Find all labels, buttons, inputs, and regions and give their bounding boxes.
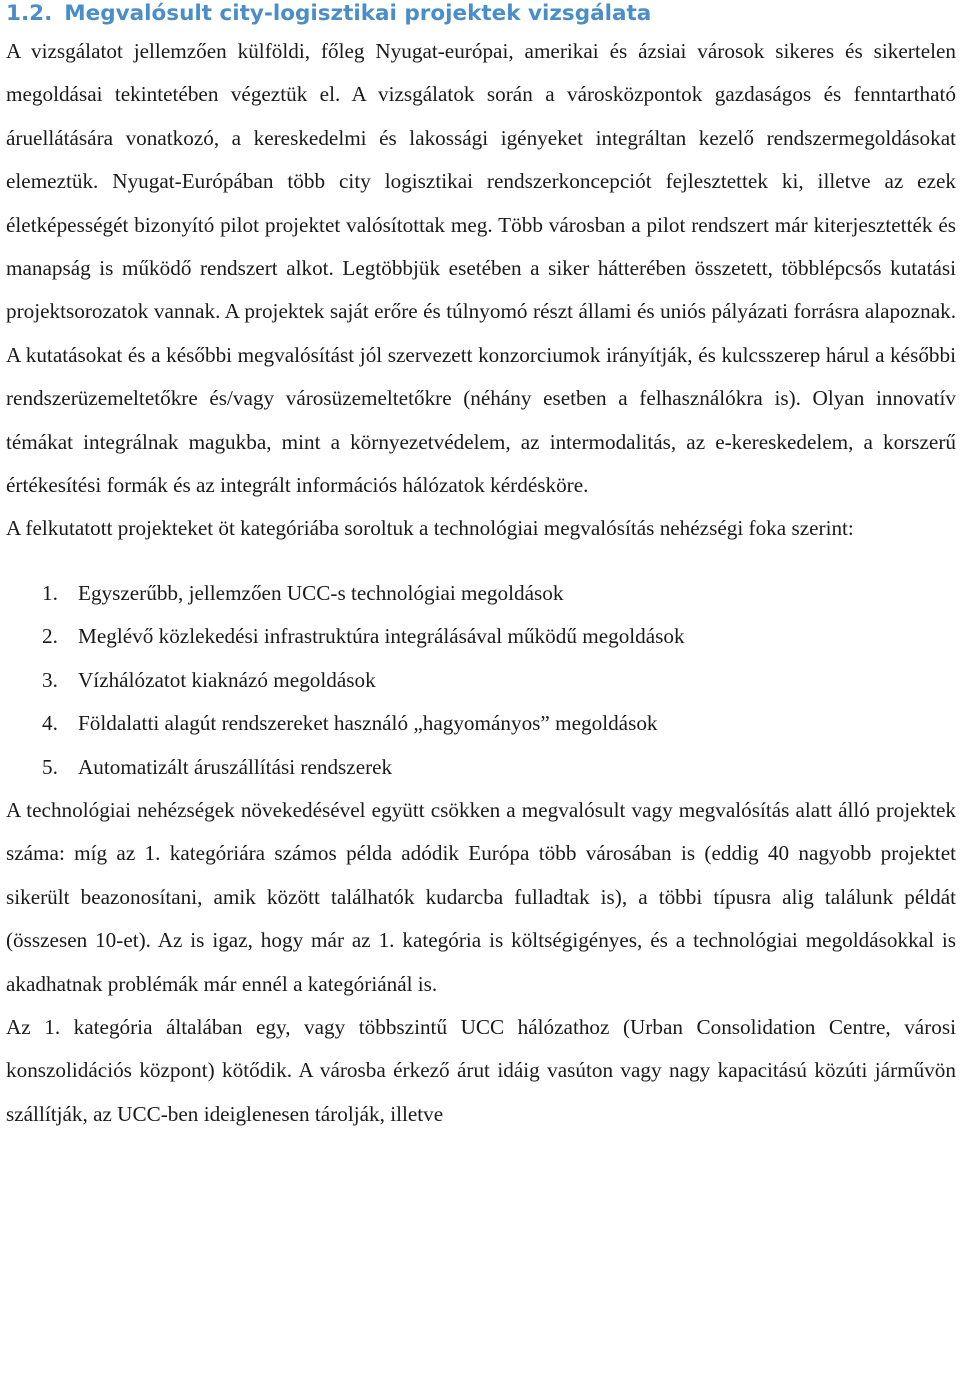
paragraph-difficulty: A technológiai nehézségek növekedésével együtt csökken a megvalósult vagy megvalósítás alatt álló projektek száma: míg az 1. kategóriára számos példa adódik Európa több városában is (eddig 40 nagyobb projektet sikerült beazonosítani, amik között találhatók kudarcba fulladtak is), a többi típusra alig találunk példát (összesen 10-et). Az is igaz, hogy már az 1. kategória is költségigényes, és a technológiai megoldásokkal is akadhatnak problémák már ennél a kategóriánál is. xyxy=(6,797,956,996)
list-item-number: 3. xyxy=(42,667,58,692)
section-title: Megvalósult city-logisztikai projektek vizsgálata xyxy=(64,1,652,26)
list-item-label: Vízhálózatot kiaknázó megoldások xyxy=(78,667,376,692)
section-heading xyxy=(6,0,956,30)
list-item-number: 5. xyxy=(42,754,58,779)
list-item-number: 1. xyxy=(42,580,58,605)
list-item-label: Automatizált áruszállítási rendszerek xyxy=(78,754,393,779)
paragraph-intro: A vizsgálatot jellemzően külföldi, főleg Nyugat-európai, amerikai és ázsiai városok sikeres és sikertelen megoldásai tekintetében végeztük el. A vizsgálatok során a városközpontok gazdaságos és fenntartható áruellátására vonatkozó, a kereskedelmi és lakossági igényeket integráltan kezelő rendszermegoldásokat elemeztük. Nyugat-Európában több city logisztikai rendszerkoncepciót fejlesztettek ki, illetve az ezek életképességét bizonyító pilot projektet valósítottak meg. Több városban a pilot rendszert már kiterjesztették és manapság is működő rendszert alkot. Legtöbbjük esetében a siker hátterében összetett, többlépcsős kutatási projektsorozatok vannak. A projektek saját erőre és túlnyomó részt állami és uniós pályázati forrásra alapoznak. A kutatásokat és a későbbi megvalósítást jól szervezett konzorciumok irányítják, és kulcsszerep hárul a későbbi rendszerüzemeltetőkre és/vagy városüzemeltetőkre (néhány esetben a felhasználókra is). Olyan innovatív témákat integrálnak magukba, mint a környezetvédelem, az intermodalitás, az e-kereskedelem, a korszerű értékesítési formák és az integrált információs hálózatok kérdésköre. xyxy=(6,39,956,498)
list-item-label: Földalatti alagút rendszereket használó „hagyományos” megoldások xyxy=(78,711,658,736)
paragraph-category-one: Az 1. kategória általában egy, vagy többszintű UCC hálózathoz (Urban Consolidation Centre, városi konszolidációs központ) kötődik. A városba érkező árut idáig vasúton vagy nagy kapacitású közúti járművön szállítják, az UCC-ben ideiglenesen tárolják, illetve xyxy=(6,1014,956,1126)
list-item-number: 2. xyxy=(42,624,58,649)
list-item-number: 4. xyxy=(42,711,58,736)
section-number: 1.2. xyxy=(6,1,53,26)
list-item-label: Meglévő közlekedési infrastruktúra integrálásával működű megoldások xyxy=(78,624,685,649)
document-page xyxy=(6,0,956,1136)
list-item-label: Egyszerűbb, jellemzően UCC-s technológiai megoldások xyxy=(78,580,564,605)
list-item xyxy=(6,659,956,702)
category-list xyxy=(6,572,956,789)
paragraph-categories-intro: A felkutatott projekteket öt kategóriába soroltuk a technológiai megvalósítás nehézségi foka szerint: xyxy=(6,516,854,541)
list-item xyxy=(6,572,956,615)
list-item xyxy=(6,702,956,745)
list-item xyxy=(6,615,956,658)
list-item xyxy=(6,746,956,789)
